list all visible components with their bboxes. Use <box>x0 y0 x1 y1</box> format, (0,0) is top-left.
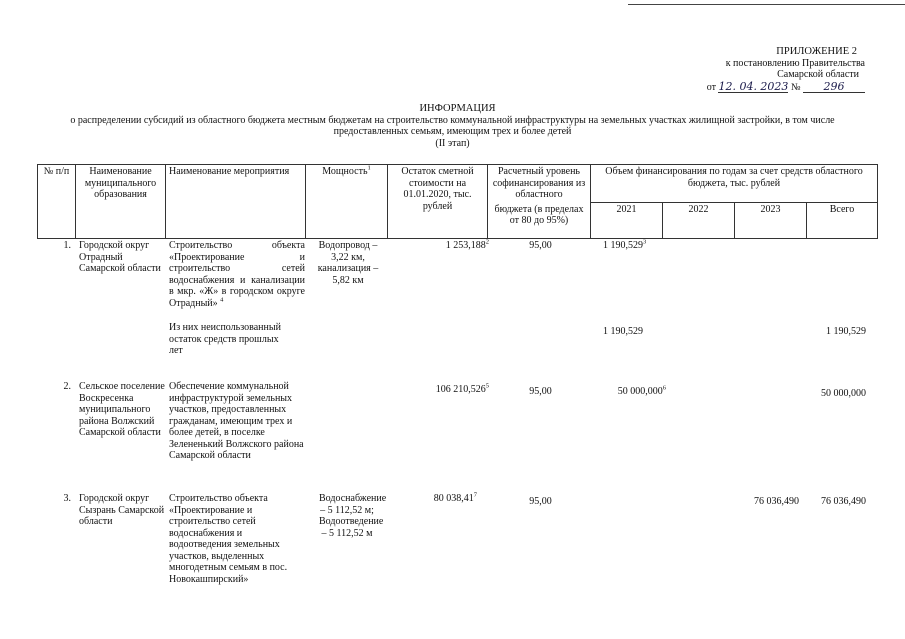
appendix-date-line <box>665 81 865 94</box>
header-level-bottom: бюджета (в пределах от 80 до 95%) <box>488 203 591 239</box>
header-funding: Объем финансирования по годам за счет средств областного бюджета, тыс. рублей <box>591 165 878 203</box>
appendix-title: ПРИЛОЖЕНИЕ 2 <box>776 46 857 57</box>
row2-org: Сельское поселение Воскресенка муниципального района Волжский Самарской области <box>79 381 165 438</box>
info-heading <box>0 103 905 149</box>
row1-y2021: 1 190,529$^3$ <box>603 238 647 251</box>
row1-level: 95,00 <box>529 240 552 251</box>
row2-event: Обеспечение коммунальной инфраструктурой земельных участков, предоставленных гражданам, имеющим трех и более детей, в поселке Зелененький Волжского района Самарской области <box>169 381 304 461</box>
appendix-line2: Самарской области <box>777 69 859 80</box>
header-y2022: 2022 <box>663 203 735 239</box>
row2-y2021: 50 000,000$^6$ <box>617 384 666 397</box>
row1-rest: 1 253,188$^2$ <box>445 238 489 251</box>
header-rest: Остаток сметной стоимости на 01.01.2020, тыс. рублей <box>388 165 488 239</box>
handwritten-date: 12. 04. 2023 <box>718 79 789 93</box>
row1-capacity: Водопровод – 3,22 км, канализация – 5,82 км <box>317 240 379 286</box>
row1-event: Строительство объекта «Проектирование и строительство сетей водоснабжения и канализации в мкр. «Ж» в городском округе Отрадный» $^4$ <box>169 240 305 309</box>
row3-event: Строительство объекта «Проектирование и строительство сетей водоснабжения и водоотведения земельных участков, выделенных многодетным семьям в пос. Новокашпирский» <box>169 493 288 585</box>
row1-org: Городской округ Отрадный Самарской области <box>79 240 161 274</box>
header-num: № п/п <box>38 165 76 239</box>
appendix-line1: к постановлению Правительства <box>725 57 865 69</box>
row3-num: 3. <box>63 493 71 504</box>
row1-sub-total: 1 190,529 <box>826 326 866 337</box>
row2-level: 95,00 <box>529 386 552 397</box>
info-title: ИНФОРМАЦИЯ <box>419 103 496 114</box>
row3-org: Городской округ Сызрань Самарской области <box>79 493 165 527</box>
row3-level: 95,00 <box>529 496 552 507</box>
row1-sub-event: Из них неиспользованный остаток средств прошлых лет <box>169 322 281 356</box>
header-y2021: 2021 <box>591 203 663 239</box>
table-body <box>37 240 877 639</box>
header-level-top: Расчетный уровень софинансирования из областного <box>488 165 591 203</box>
info-subtitle-line2: предоставленных семьям, имеющим трех и более детей <box>333 126 572 137</box>
header-capacity: Мощность$^1$ <box>306 165 388 239</box>
row2-rest: 106 210,526$^5$ <box>435 382 489 395</box>
row3-total: 76 036,490 <box>821 496 866 507</box>
header-event: Наименование мероприятия <box>166 165 306 239</box>
appendix-block <box>665 46 865 93</box>
row3-capacity: Водоснабжение – 5 112,52 м; Водоотведение – 5 112,52 м <box>319 493 387 539</box>
row2-num: 2. <box>63 381 71 392</box>
row1-num: 1. <box>63 240 71 251</box>
info-stage: (II этап) <box>435 137 470 149</box>
row1-sub-y2021: 1 190,529 <box>603 326 643 337</box>
info-subtitle-line1: о распределении субсидий из областного бюджета местным бюджетам на строительство коммунальной инфраструктуры на земельных участках жилищной застройки, в том числе <box>70 114 835 126</box>
number-prefix: № <box>790 81 801 93</box>
header-total: Всего <box>807 203 878 239</box>
header-table <box>37 164 878 239</box>
row3-y2023: 76 036,490 <box>754 496 799 507</box>
from-prefix: от <box>706 81 716 93</box>
top-rule <box>628 4 905 5</box>
header-org: Наименование муниципального образования <box>76 165 166 239</box>
header-y2023: 2023 <box>735 203 807 239</box>
handwritten-number: 296 <box>803 81 865 94</box>
row3-rest: 80 038,41$^7$ <box>433 491 477 504</box>
row2-total: 50 000,000 <box>821 388 866 399</box>
